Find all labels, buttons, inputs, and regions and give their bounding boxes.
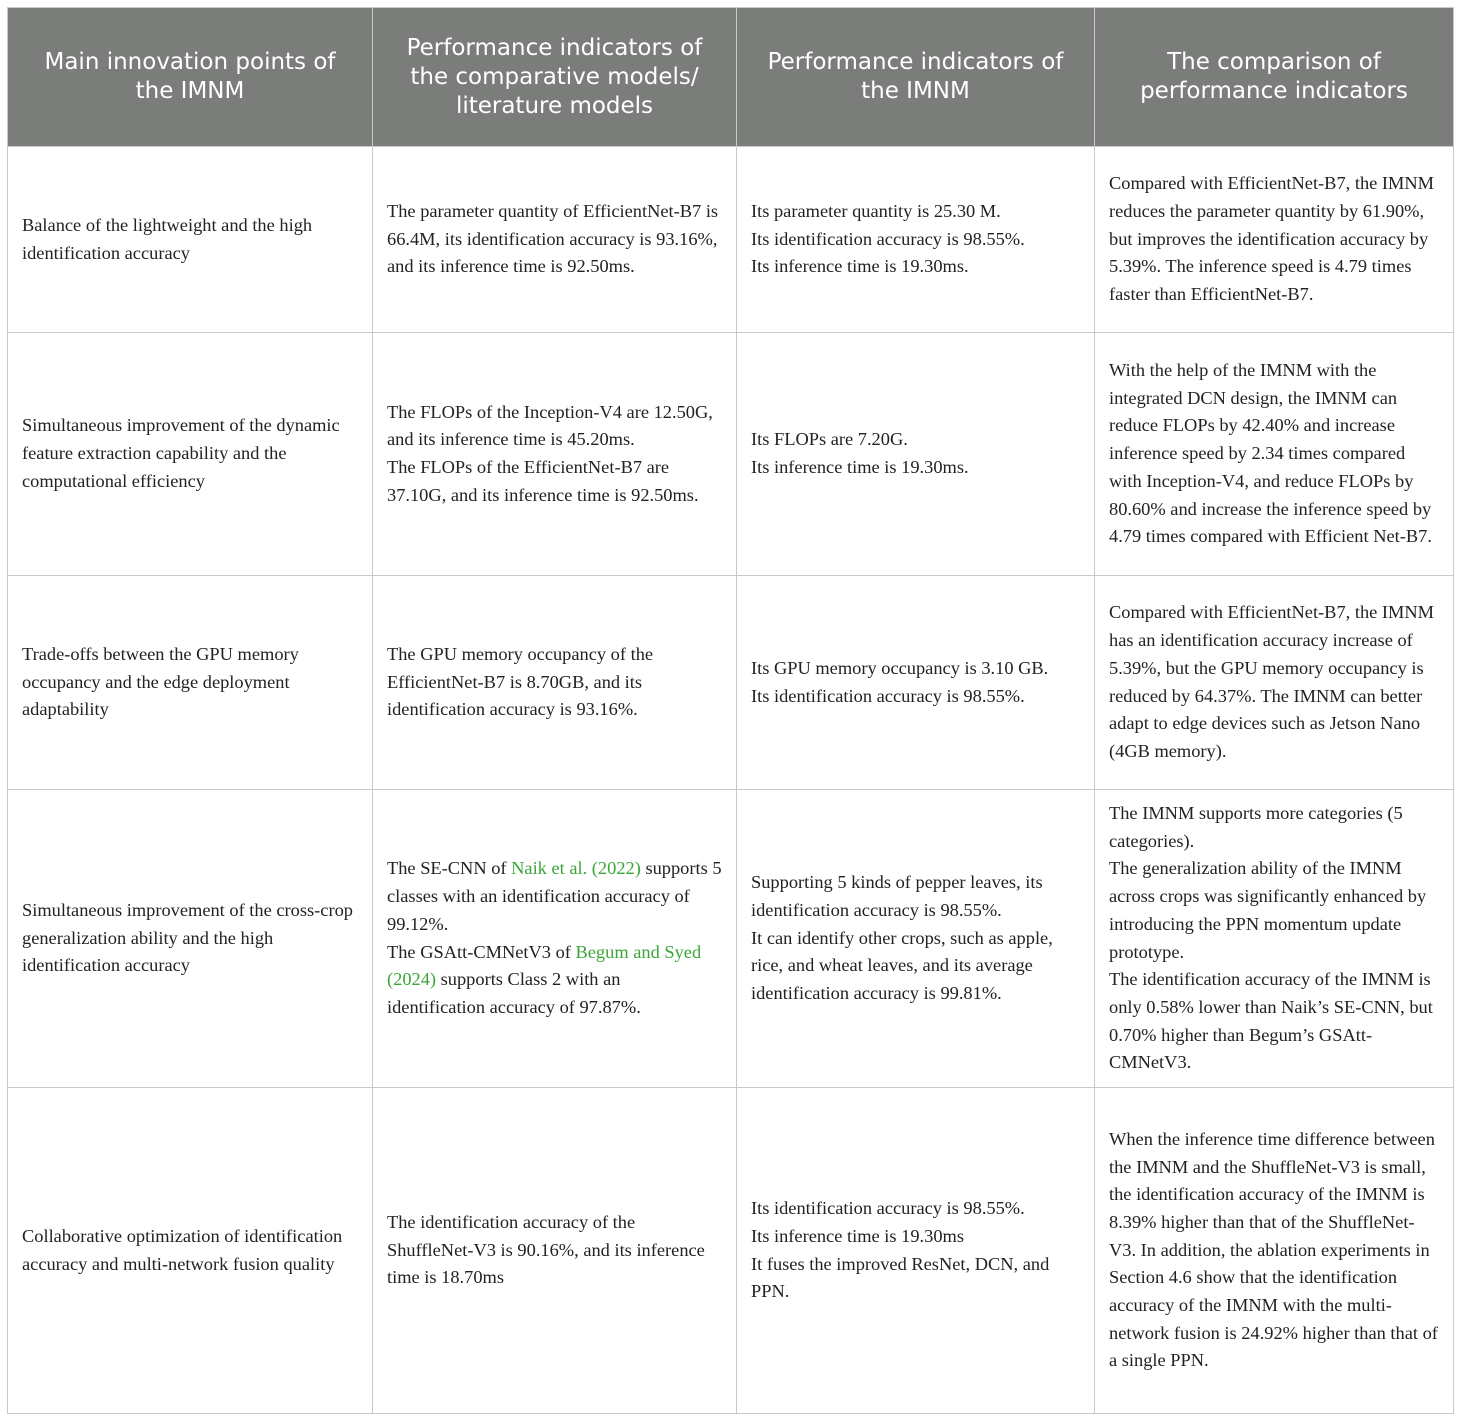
cell-text: Its identification accuracy is 98.55%. [751,1198,1025,1219]
cell-comparative [373,1088,737,1414]
cell-text: The identification accuracy of the ShuffleNet-V3 is 90.16%, and its inference time is 18.70ms [387,1211,705,1288]
citation-link[interactable]: Begum and Syed (2024) [387,941,702,990]
header-imnm: Performance indicators of the IMNM [737,8,1095,147]
table-row [8,147,1454,333]
cell-text: Collaborative optimization of identification accuracy and multi-network fusion quality [22,1225,343,1274]
header-comparative: Performance indicators of the comparative models/ literature models [373,8,737,147]
cell-comparison [1095,1088,1454,1414]
cell-text: The identification accuracy of the IMNM is only 0.58% lower than Naik’s SE-CNN, but 0.70% higher than Begum’s GSAtt-CMNetV3. [1109,969,1433,1073]
cell-comparative [373,333,737,576]
cell-comparison [1095,790,1454,1088]
cell-text: Its identification accuracy is 98.55%. [751,228,1025,249]
cell-imnm [737,576,1095,790]
cell-comparison [1095,147,1454,333]
cell-text: The GPU memory occupancy of the EfficientNet-B7 is 8.70GB, and its identification accuracy is 93.16%. [387,643,654,720]
cell-imnm [737,147,1095,333]
cell-text: Balance of the lightweight and the high identification accuracy [22,214,313,263]
cell-text: When the inference time difference between the IMNM and the ShuffleNet-V3 is small, the identification accuracy of the IMNM is 8.39% higher than that of the ShuffleNet-V3. In addition, the ablation experiments in Section 4.6 show that the identification accuracy of the IMNM with the multi-network fusion is 24.92% higher than that of a single PPN. [1109,1128,1438,1371]
cell-text: Its inference time is 19.30ms [751,1225,964,1246]
cell-text: Its inference time is 19.30ms. [751,256,969,277]
text-run: supports 5 classes with an identification accuracy of 99.12%. [387,858,722,934]
cell-innovation [8,147,373,333]
cell-text: Supporting 5 kinds of pepper leaves, its identification accuracy is 98.55%. [751,872,1043,920]
text-run: supports Class 2 with an identification accuracy of 97.87%. [387,969,641,1017]
cell-text: Its identification accuracy is 98.55%. [751,685,1025,706]
text-run: The GSAtt-CMNetV3 of [387,941,576,962]
cell-comparison [1095,576,1454,790]
cell-comparative [373,147,737,333]
cell-text: Its parameter quantity is 25.30 M. [751,200,1001,221]
cell-text: Simultaneous improvement of the dynamic feature extraction capability and the computational efficiency [22,415,340,491]
cell-innovation [8,790,373,1088]
table-row [8,790,1454,1088]
cell-text: The FLOPs of the Inception-V4 are 12.50G, and its inference time is 45.20ms. [387,401,713,450]
cell-text: With the help of the IMNM with the integrated DCN design, the IMNM can reduce FLOPs by 42.40% and increase inference speed by 2.34 times compared with Inception-V4, and reduce FLOPs by 80.60% and increase the inference speed by 4.79 times compared with Efficient Net-B7. [1109,360,1432,547]
comparison-table [7,7,1454,1414]
cell-text: Its FLOPs are 7.20G. [751,429,908,450]
table-row [8,1088,1454,1414]
cell-text [387,855,722,938]
cell-imnm [737,1088,1095,1414]
cell-imnm [737,790,1095,1088]
table-row [8,333,1454,576]
cell-text: Its inference time is 19.30ms. [751,457,969,477]
cell-text: Compared with EfficientNet-B7, the IMNM reduces the parameter quantity by 61.90%, but improves the identification accuracy by 5.39%. The inference speed is 4.79 times faster than EfficientNet-B7. [1109,173,1435,305]
cell-comparative [373,790,737,1088]
citation-link[interactable]: Naik et al. (2022) [511,858,641,879]
cell-comparison [1095,333,1454,576]
cell-text: Simultaneous improvement of the cross-crop generalization ability and the high identification accuracy [22,899,353,976]
cell-text: Compared with EfficientNet-B7, the IMNM has an identification accuracy increase of 5.39%, but the GPU memory occupancy is reduced by 64.37%. The IMNM can better adapt to edge devices such as Jetson Nano (4GB memory). [1109,602,1435,761]
cell-innovation [8,1088,373,1414]
header-comparison: The comparison of performance indicators [1095,8,1454,147]
text-run: The SE-CNN of [387,858,512,879]
cell-comparative [373,576,737,790]
cell-text: The IMNM supports more categories (5 categories). [1109,802,1403,851]
cell-text: Its GPU memory occupancy is 3.10 GB. [751,657,1049,678]
cell-text [387,939,722,1022]
cell-text: It can identify other crops, such as apple, rice, and wheat leaves, and its average identification accuracy is 99.81%. [751,927,1053,1004]
cell-innovation [8,576,373,790]
header-innovation: Main innovation points of the IMNM [8,8,373,147]
cell-imnm [737,333,1095,576]
cell-text: Trade-offs between the GPU memory occupancy and the edge deployment adaptability [22,643,299,720]
cell-text: The generalization ability of the IMNM across crops was significantly enhanced by introducing the PPN momentum update prototype. [1109,858,1427,962]
cell-innovation [8,333,373,576]
table-row [8,576,1454,790]
cell-text: It fuses the improved ResNet, DCN, and PPN. [751,1253,1050,1302]
cell-text: The FLOPs of the EfficientNet-B7 are 37.10G, and its inference time is 92.50ms. [387,457,699,505]
header-row [8,8,1454,147]
cell-text: The parameter quantity of EfficientNet-B7 is 66.4M, its identification accuracy is 93.16%, and its inference time is 92.50ms. [387,200,719,277]
